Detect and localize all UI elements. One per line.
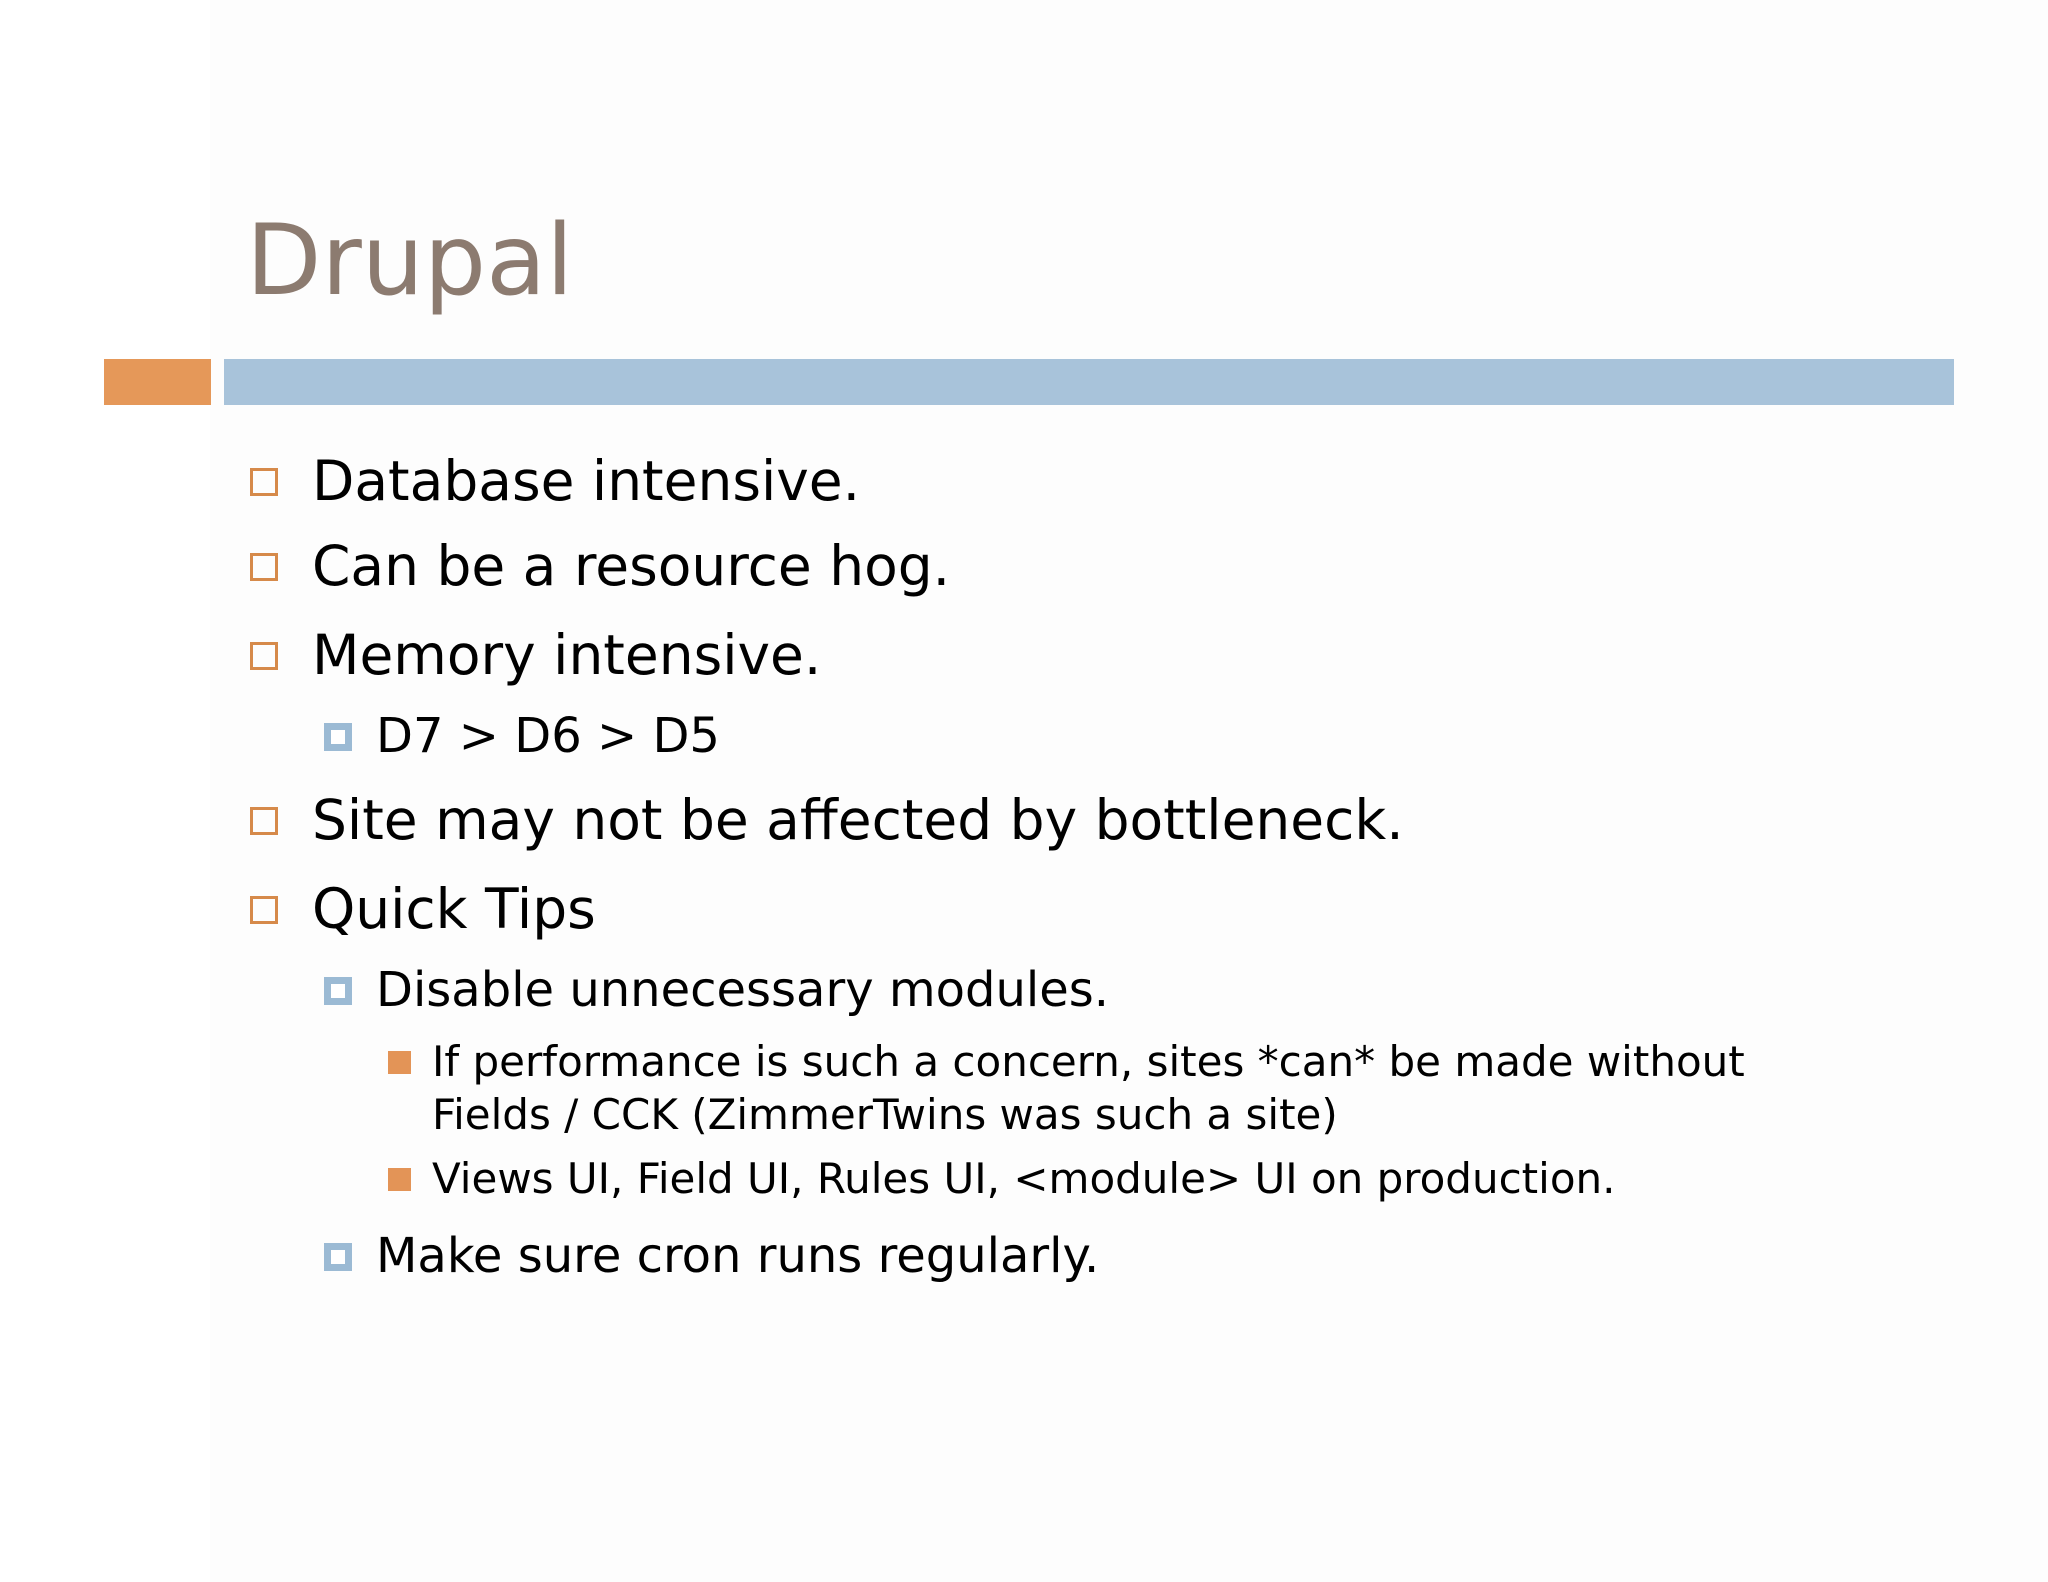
- hollow-square-bullet-icon: [250, 553, 278, 581]
- bullet-text: Views UI, Field UI, Rules UI, <module> UI on production.: [432, 1154, 1616, 1203]
- framed-square-bullet-icon: [324, 977, 352, 1005]
- bullet-text: Make sure cron runs regularly.: [376, 1228, 1100, 1284]
- bullet-text-continuation: Fields / CCK (ZimmerTwins was such a site): [432, 1090, 1338, 1139]
- bullet-text: Site may not be affected by bottleneck.: [312, 788, 1404, 852]
- bullet-text: Disable unnecessary modules.: [376, 962, 1110, 1018]
- bullet-text: Can be a resource hog.: [312, 534, 951, 598]
- bullet-text: D7 > D6 > D5: [376, 708, 720, 764]
- bullet-text: Database intensive.: [312, 449, 861, 513]
- hollow-square-bullet-icon: [250, 468, 278, 496]
- framed-square-bullet-icon: [324, 723, 352, 751]
- filled-square-bullet-icon: [388, 1168, 411, 1191]
- filled-square-bullet-icon: [388, 1051, 411, 1074]
- bullet-text: Memory intensive.: [312, 623, 822, 687]
- hollow-square-bullet-icon: [250, 896, 278, 924]
- bullet-text: Quick Tips: [312, 877, 596, 941]
- bullet-text: If performance is such a concern, sites *can* be made without: [432, 1037, 1745, 1086]
- hollow-square-bullet-icon: [250, 642, 278, 670]
- slide-title: Drupal: [246, 204, 574, 318]
- framed-square-bullet-icon: [324, 1243, 352, 1271]
- hollow-square-bullet-icon: [250, 807, 278, 835]
